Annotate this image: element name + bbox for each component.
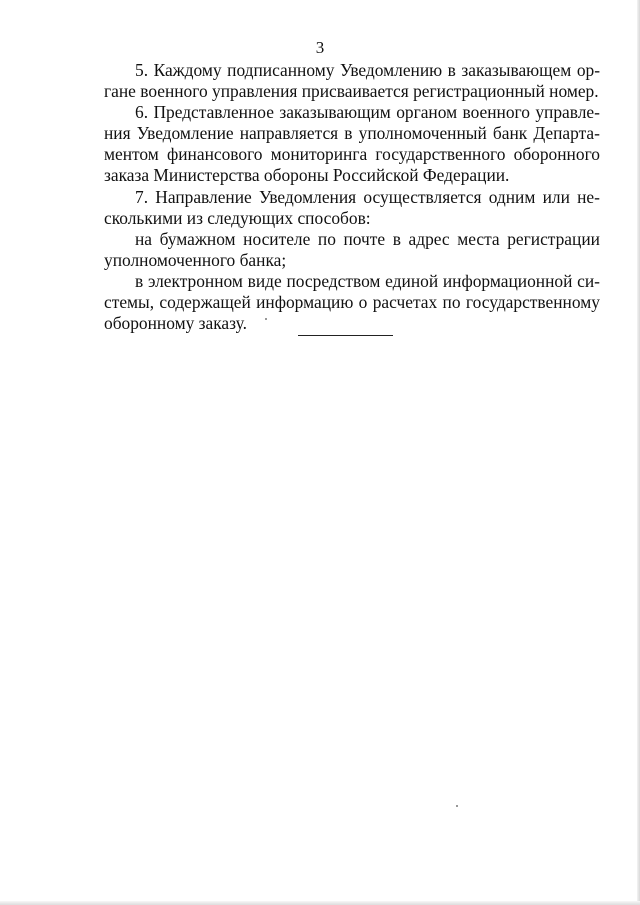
text-line: стемы, содержащей информацию о расчетах по государственному	[104, 292, 600, 313]
scan-speck	[265, 318, 267, 320]
text-line: 5. Каждому подписанному Уведомлению в заказывающем ор-	[135, 60, 600, 80]
paragraph-p5	[104, 60, 600, 102]
text-line: на бумажном носителе по почте в адрес места регистрации	[135, 228, 600, 249]
text-line: ния Уведомление направляется в уполномоченный банк Департа-	[104, 123, 600, 144]
text-line: заказа Министерства обороны Российской Федерации.	[104, 165, 510, 186]
text-line: ментом финансового мониторинга государственного оборонного	[104, 144, 600, 165]
paragraph-p6	[104, 102, 600, 186]
page-number: 3	[315, 38, 325, 57]
text-line: оборонному заказу.	[104, 313, 247, 334]
document-body	[104, 60, 600, 334]
scan-speck	[456, 805, 458, 807]
paragraph-p7a	[104, 229, 600, 271]
paragraph-p7	[104, 187, 600, 229]
text-line: гане военного управления присваивается регистрационный номер.	[104, 81, 599, 102]
paragraph-p7b	[104, 271, 600, 334]
text-line: 6. Представленное заказывающим органом военного управле-	[135, 102, 600, 123]
text-line: в электронном виде посредством единой информационной си-	[135, 270, 600, 291]
text-line: сколькими из следующих способов:	[104, 207, 371, 228]
end-of-text-rule	[298, 335, 393, 336]
text-line: уполномоченного банка;	[104, 249, 287, 270]
scan-edge-bottom	[0, 901, 640, 905]
text-line: 7. Направление Уведомления осуществляется одним или не-	[135, 186, 600, 207]
